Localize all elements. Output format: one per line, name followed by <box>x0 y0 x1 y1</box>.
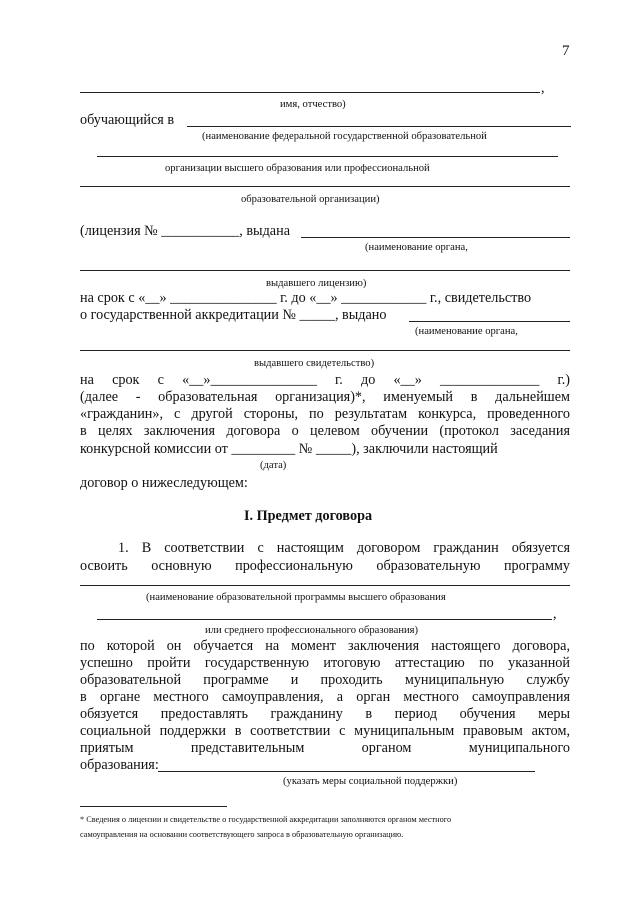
footnote-line-2: самоуправления на основании соответствующего запроса в образовательную организацию. <box>80 830 404 839</box>
cert-term-line: на срок с «__»_______________ г. до «__» ______________ г.) <box>80 372 570 388</box>
body-line-1: по которой он обучается на момент заключения настоящего договора, <box>80 638 570 654</box>
license-body-caption-2: выдавшего лицензию) <box>266 278 367 289</box>
license-body-line <box>301 237 570 238</box>
section-title: I. Предмет договора <box>244 508 373 524</box>
name-comma: , <box>541 80 545 96</box>
org-caption-1: (наименование федеральной государственной образовательной <box>202 131 487 142</box>
body-line-2: успешно пройти государственную итоговую аттестацию по указанной <box>80 655 570 671</box>
license-body-caption-1: (наименование органа, <box>365 242 468 253</box>
support-blank-line <box>158 771 535 772</box>
name-blank-line <box>80 92 540 93</box>
body-line-7: приятым представительным органом муниципального <box>80 740 570 756</box>
org-blank-line-3 <box>80 186 570 187</box>
name-caption: имя, отчество) <box>280 99 346 110</box>
program-blank-line-1 <box>80 585 570 586</box>
cert-body-line-2 <box>80 350 570 351</box>
footnote-line-1: * Сведения о лицензии и свидетельстве о государственной аккредитации заполняются органом местного <box>80 815 452 824</box>
contract-line: договор о нижеследующем: <box>80 475 248 491</box>
para-line-2: «гражданин», с другой стороны, по результатам конкурса, проведенного <box>80 406 570 422</box>
org-blank-line-2 <box>97 156 558 157</box>
clause-line-1: 1. В соответствии с настоящим договором гражданин обязуется <box>118 540 570 556</box>
program-caption-2: или среднего профессионального образования) <box>205 625 419 636</box>
student-prefix: обучающийся в <box>80 112 175 128</box>
program-blank-line-2 <box>97 619 552 620</box>
clause-line-2: освоить основную профессиональную образовательную программу <box>80 558 570 574</box>
program-comma: , <box>553 606 557 622</box>
license-term-line: на срок с «__» _______________ г. до «__» ____________ г., свидетельство <box>80 290 532 306</box>
accreditation-prefix: о государственной аккредитации № _____, выдано <box>80 307 387 323</box>
org-caption-2: организации высшего образования или профессиональной <box>165 163 430 174</box>
para-line-1: (далее - образовательная организация)*, именуемый в дальнейшем <box>80 389 570 405</box>
education-prefix: образования: <box>80 757 159 773</box>
support-caption: (указать меры социальной поддержки) <box>283 776 458 787</box>
body-line-6: социальной поддержки в соответствии с муниципальным правовым актом, <box>80 723 570 739</box>
footnote-separator <box>80 806 227 807</box>
cert-body-caption-1: (наименование органа, <box>415 326 518 337</box>
para-line-3: в целях заключения договора о целевом обучении (протокол заседания <box>80 423 570 439</box>
date-caption: (дата) <box>260 460 287 471</box>
cert-body-line <box>409 321 570 322</box>
org-caption-3: образовательной организации) <box>241 194 380 205</box>
para-line-4: конкурсной комиссии от _________ № _____), заключили настоящий <box>80 441 498 457</box>
license-body-line-2 <box>80 270 570 271</box>
body-line-4: в органе местного самоуправления, а орган местного самоуправления <box>80 689 570 705</box>
body-line-3: образовательной программе и проходить муниципальную службу <box>80 672 570 688</box>
program-caption-1: (наименование образовательной программы высшего образования <box>146 592 446 603</box>
cert-body-caption-2: выдавшего свидетельство) <box>254 358 375 369</box>
org-blank-line-1 <box>187 126 571 127</box>
body-line-5: обязуется предоставлять гражданину в период обучения меры <box>80 706 570 722</box>
page-number: 7 <box>562 43 570 59</box>
license-prefix: (лицензия № ___________, выдана <box>80 223 290 239</box>
